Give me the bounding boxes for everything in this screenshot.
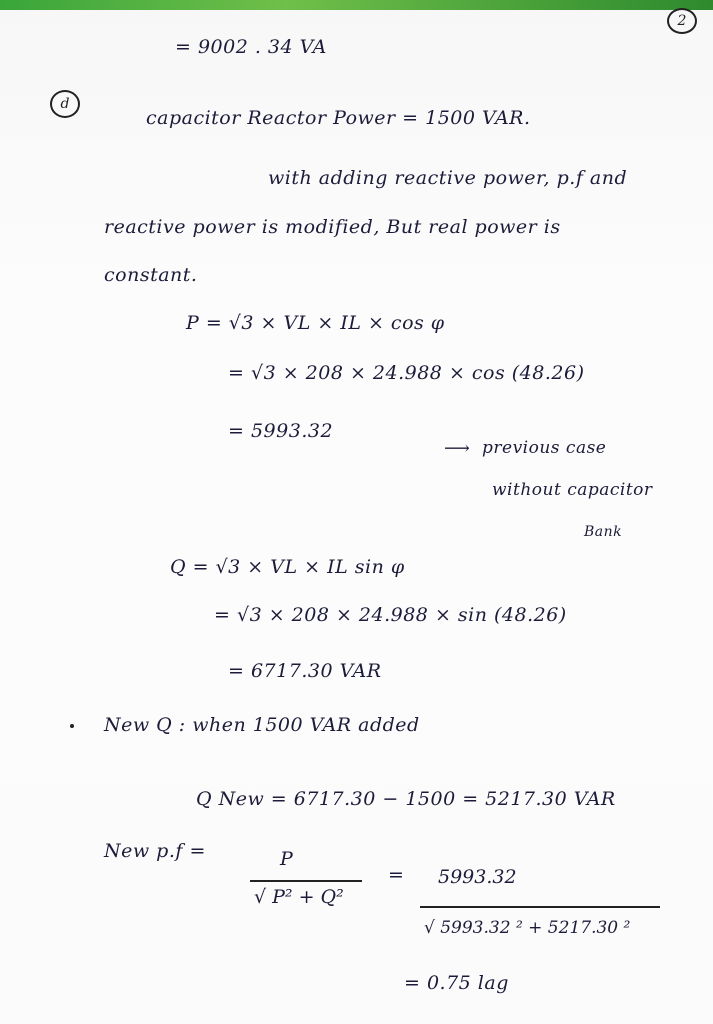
reactive-power-formula: Q = √3 × VL × IL sin φ (170, 556, 405, 578)
power-factor-result: = 0.75 lag (404, 972, 509, 994)
section-label-circle (50, 90, 80, 118)
pf-formula-denominator: √ P² + Q² (254, 886, 344, 908)
reactive-power-substitution: = √3 × 208 × 24.988 × sin (48.26) (214, 604, 567, 626)
previous-case-note-3: Bank (584, 524, 623, 540)
pf-formula-bar (250, 880, 362, 882)
bullet-dot (70, 724, 74, 728)
pf-value-bar (420, 906, 660, 908)
previous-case-note-1: previous case (482, 438, 607, 458)
equals-sign: = (388, 864, 405, 886)
pf-value-denominator: √ 5993.32 ² + 5217.30 ² (424, 918, 631, 938)
paragraph-line-2: reactive power is modified, But real power is (104, 216, 561, 238)
real-power-formula: P = √3 × VL × IL × cos φ (186, 312, 445, 334)
pf-formula-numerator: P (280, 848, 293, 870)
real-power-result: = 5993.32 (228, 420, 334, 442)
paragraph-line-1: with adding reactive power, p.f and (268, 167, 628, 189)
page-number: 2 (677, 13, 687, 29)
previous-case-note-2: without capacitor (492, 480, 653, 500)
section-label: d (60, 96, 70, 112)
capacitor-power-line: capacitor Reactor Power = 1500 VAR. (146, 107, 531, 129)
q-new-calculation: Q New = 6717.30 − 1500 = 5217.30 VAR (196, 788, 616, 810)
new-q-heading: New Q : when 1500 VAR added (104, 714, 420, 736)
paragraph-line-3: constant. (104, 264, 198, 286)
reactive-power-result: = 6717.30 VAR (228, 660, 382, 682)
right-arrow-icon: ⟶ (444, 438, 470, 459)
page-number-circle (667, 8, 697, 34)
top-edge-band (0, 0, 713, 10)
real-power-substitution: = √3 × 208 × 24.988 × cos (48.26) (228, 362, 585, 384)
new-pf-label: New p.f = (104, 840, 206, 862)
apparent-power-result: = 9002 . 34 VA (175, 36, 327, 58)
pf-value-numerator: 5993.32 (438, 866, 517, 888)
